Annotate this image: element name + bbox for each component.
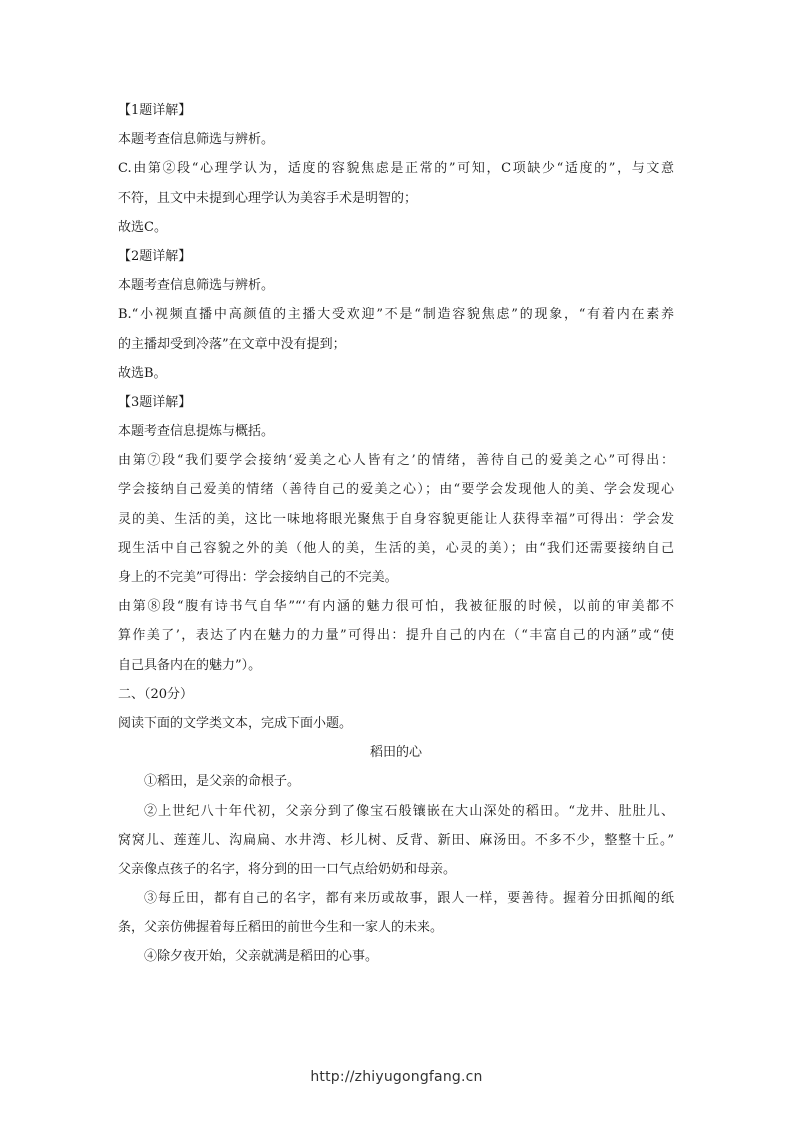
section-heading-2: 【2题详解】	[118, 248, 192, 264]
section-heading-3: 【3题详解】	[118, 394, 192, 410]
paragraph-line: 由第⑧段“腹有诗书气自华”“‘有内涵的魅力很可怕，我被征服的时候，以前的审美都不	[118, 599, 674, 615]
paragraph-line: 本题考查信息提炼与概括。	[118, 424, 275, 440]
paragraph-line: 本题考查信息筛选与辨析。	[118, 132, 275, 148]
paragraph-line: 故选B。	[118, 365, 167, 381]
section-heading-part-two: 二、（20分）	[118, 686, 194, 702]
article-paragraph-line: ①稻田，是父亲的命根子。	[144, 774, 301, 790]
article-paragraph-line: 窝窝儿、莲莲儿、沟扁扁、水井湾、杉儿树、反背、新田、麻汤田。不多不少，整整十丘。”	[118, 832, 674, 848]
paragraph-line: C.由第②段“心理学认为，适度的容貌焦虑是正常的”可知，C项缺少“适度的”，与文意	[118, 161, 674, 177]
paragraph-line: 算作美了’，表达了内在魅力的力量”可得出：提升自己的内在（“丰富自己的内涵”或“使	[118, 628, 674, 644]
paragraph-line: 身上的不完美”可得出：学会接纳自己的不完美。	[118, 570, 398, 585]
document-body	[118, 101, 674, 977]
paragraph-line: B.“小视频直播中高颜值的主播大受欢迎”不是“制造容貌焦虑”的现象，“有着内在素养	[118, 307, 674, 323]
paragraph-line: 现生活中自己容貌之外的美（他人的美，生活的美，心灵的美）；由“我们还需要接纳自己	[118, 540, 674, 556]
paragraph-line: 不符，且文中未提到心理学认为美容手术是明智的；	[118, 190, 418, 206]
instruction-line: 阅读下面的文学类文本，完成下面小题。	[118, 715, 353, 731]
article-paragraph-line: ④除夕夜开始，父亲就满是稻田的心事。	[144, 949, 379, 965]
paragraph-line: 故选C。	[118, 219, 167, 235]
section-heading-1: 【1题详解】	[118, 103, 192, 118]
paragraph-line: 灵的美、生活的美，这比一味地将眼光聚焦于自身容貌更能让人获得幸福”可得出：学会发	[118, 511, 674, 527]
paragraph-line: 由第⑦段“我们要学会接纳‘爱美之心人皆有之’的情绪，善待自己的爱美之心”可得出：	[118, 453, 674, 469]
article-paragraph-line: ②上世纪八十年代初，父亲分到了像宝石般镶嵌在大山深处的稻田。“龙井、肚肚儿、	[144, 803, 674, 819]
article-paragraph-line: 父亲像点孩子的名字，将分到的田一口气点给奶奶和母亲。	[118, 861, 457, 877]
paragraph-line: 的主播却受到冷落”在文章中没有提到；	[118, 336, 346, 352]
article-paragraph-line: ③每丘田，都有自己的名字，都有来历或故事，跟人一样，要善待。握着分田抓阄的纸	[144, 891, 674, 907]
article-title: 稻田的心	[369, 745, 422, 761]
paragraph-line: 学会接纳自己爱美的情绪（善待自己的爱美之心）；由“要学会发现他人的美、学会发现心	[118, 482, 674, 498]
paragraph-line: 本题考查信息筛选与辨析。	[118, 278, 275, 294]
paragraph-line: 自己具备内在的魅力”）。	[118, 657, 262, 673]
article-paragraph-line: 条，父亲仿佛握着每丘稻田的前世今生和一家人的未来。	[118, 920, 444, 936]
footer-url: http://zhiyugongfang.cn	[310, 1069, 483, 1085]
